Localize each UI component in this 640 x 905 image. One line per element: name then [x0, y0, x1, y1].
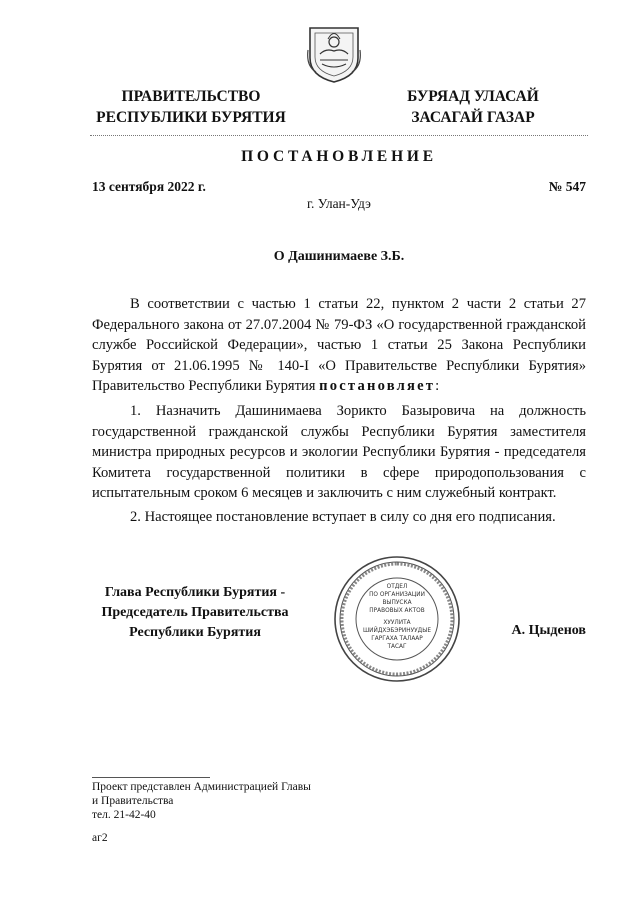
seal-line-5: ХУУЛИТА [383, 620, 411, 626]
header-right-line-2: ЗАСАГАЙ ГАЗАР [411, 109, 535, 126]
seal-line-1: ОТДЕЛ [386, 584, 408, 590]
header-left-line-1: ПРАВИТЕЛЬСТВО [121, 88, 261, 105]
footer-line-3: тел. 21-42-40 [92, 809, 156, 821]
coat-of-arms-icon [306, 20, 362, 84]
signatory-position [92, 583, 298, 643]
header-government-ru [88, 86, 294, 128]
signatory-position-line-2: Председатель Правительства [101, 605, 289, 620]
header-left-line-2: РЕСПУБЛИКИ БУРЯТИЯ [96, 109, 286, 126]
resolves-keyword: постановляет [319, 378, 436, 394]
footer-divider [92, 777, 210, 778]
document-subject: О Дашинимаеве З.Б. [273, 249, 405, 264]
seal-line-2: ПО ОРГАНИЗАЦИИ [369, 592, 425, 598]
item-1-paragraph: 1. Назначить Дашинимаева Зорикто Базыровича на должность государственной гражданской службы Республики Бурятия заместителя министра природных ресурсов и экологии Республики Бурятия - председателя Комитета государственной политики в сфере природопользования с испытательным сроком 6 месяцев и заключить с ним служебный контракт. [92, 403, 586, 501]
document-type: ПОСТАНОВЛЕНИЕ [241, 148, 437, 165]
preamble-paragraph: В соответствии с частью 1 статьи 22, пунктом 2 части 2 статьи 27 Федерального закона от 27.07.2004 № 79-ФЗ «О государственной гражданской службе Российской Федерации», частью 1 статьи 25 Закона Республики Бурятия от 21.06.1995 № 140-I «О Правительстве Республики Бурятия» Правительство Республики Бурятия постановляет: [92, 296, 586, 394]
header-government-bua [392, 86, 554, 128]
seal-line-8: ТАСАГ [387, 644, 407, 650]
signatory-name: А. Цыденов [511, 623, 586, 638]
signatory-position-line-1: Глава Республики Бурятия - [104, 585, 286, 600]
seal-line-3: ВЫПУСКА [382, 600, 412, 606]
footer-note [92, 780, 311, 822]
document-code: аг2 [92, 832, 108, 844]
seal-line-4: ПРАВОВЫХ АКТОВ [369, 608, 425, 614]
preamble-text: В соответствии с частью 1 статьи 22, пунктом 2 части 2 статьи 27 Федерального закона от 27.07.2004 № 79-ФЗ «О государственной гражданской службе Российской Федерации», частью 1 статьи 25 Закона Республики Бурятия от 21.06.1995 № 140-I «О Правительстве Республики Бурятия» Правительство Республики Бурятия [92, 296, 586, 394]
seal-line-6: ШИЙДХЭБЭРИНУУДЫЕ [362, 628, 432, 634]
header-right-line-1: БУРЯАД УЛАСАЙ [407, 88, 539, 105]
item-2-paragraph: 2. Настоящее постановление вступает в силу со дня его подписания. [130, 509, 556, 525]
footer-line-2: и Правительства [92, 795, 174, 807]
document-city: г. Улан-Удэ [307, 196, 371, 211]
document-number: № 547 [548, 179, 586, 194]
header-divider [90, 135, 588, 136]
seal-line-7: ГАРГАХА ТАЛААР [371, 636, 423, 642]
document-date: 13 сентября 2022 г. [92, 179, 206, 194]
footer-line-1: Проект представлен Администрацией Главы [92, 781, 311, 793]
signatory-position-line-3: Республики Бурятия [129, 625, 261, 640]
official-seal [332, 554, 462, 684]
